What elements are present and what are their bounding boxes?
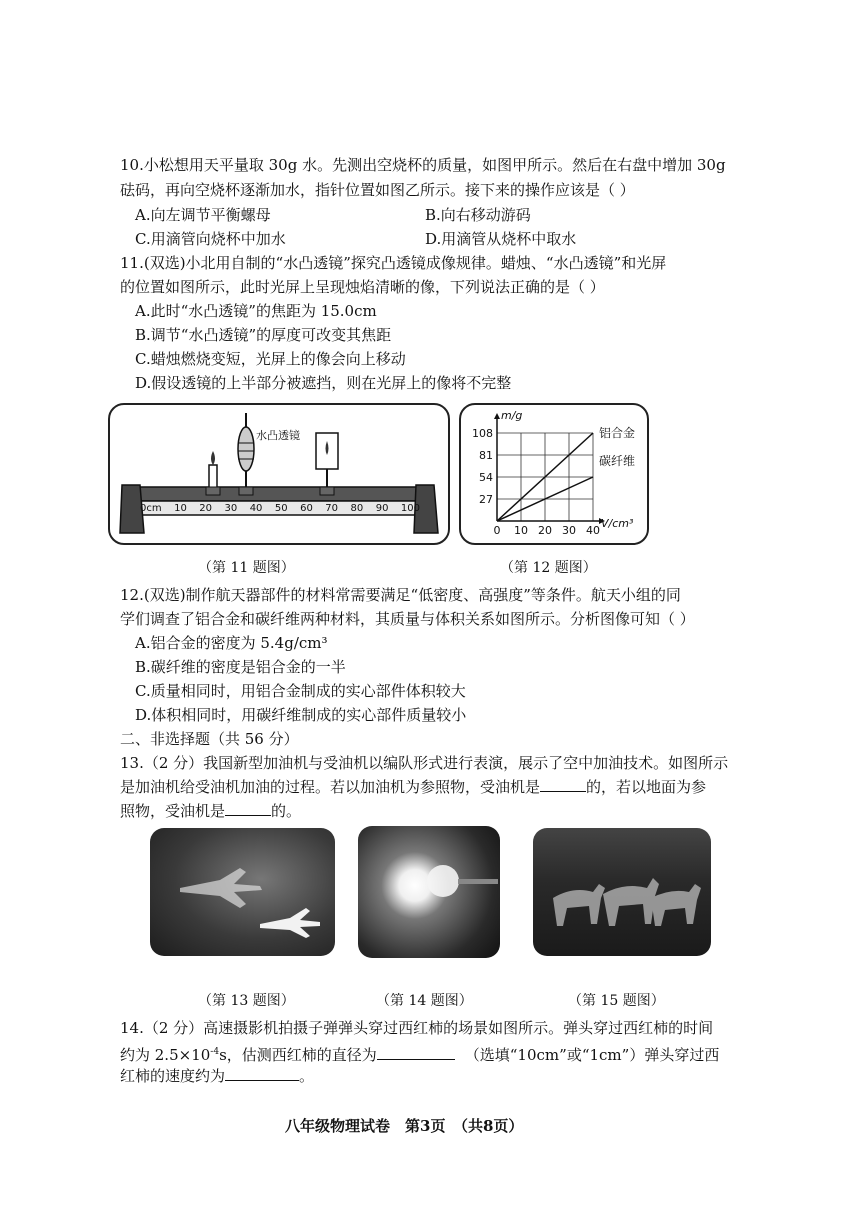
tick-90: 90 xyxy=(375,503,389,514)
caption-fig-14: （第 14 题图） xyxy=(376,993,473,1009)
q13-line3 xyxy=(120,801,301,821)
q13-text-2b: 的，若以地面为参 xyxy=(586,778,707,796)
page-footer: 八年级物理试卷 第3页 （共8页） xyxy=(285,1117,524,1135)
tick-30: 30 xyxy=(224,503,238,514)
caption-fig-13: （第 13 题图） xyxy=(198,993,295,1009)
q10-stem-line1: 10.小松想用天平量取 30g 水。先测出空烧杯的质量，如图甲所示。然后在右盘中增加 30g xyxy=(120,156,726,174)
q10-option-d: D.用滴管从烧杯中取水 xyxy=(425,230,577,248)
figure-11-optical-bench xyxy=(108,403,450,545)
q10-option-a: A.向左调节平衡螺母 xyxy=(135,206,271,224)
q14-line1: 14.（2 分）高速摄影机拍摄子弹弹头穿过西红柿的场景如图所示。弹头穿过西红柿的时间 xyxy=(120,1019,714,1037)
caption-fig-15: （第 15 题图） xyxy=(568,993,665,1009)
q12-option-c: C.质量相同时，用铝合金制成的实心部件体积较大 xyxy=(135,682,466,700)
q11-stem-line2: 的位置如图所示，此时光屏上呈现烛焰清晰的像，下列说法正确的是（ ） xyxy=(120,278,605,296)
q13-line1: 13.（2 分）我国新型加油机与受油机以编队形式进行表演，展示了空中加油技术。如图所示 xyxy=(120,754,729,772)
q11-stem-line1: 11.(双选)小北用自制的“水凸透镜”探究凸透镜成像规律。蜡烛、“水凸透镜”和光屏 xyxy=(120,254,667,272)
tick-40: 40 xyxy=(249,503,263,514)
q11-option-d: D.假设透镜的上半部分被遮挡，则在光屏上的像将不完整 xyxy=(135,374,512,392)
section-heading: 二、非选择题（共 56 分） xyxy=(120,730,299,748)
q14-text-2c: （选填“10cm”或“1cm”）弹头穿过西 xyxy=(464,1046,720,1064)
x-tick-label: 20 xyxy=(538,524,552,537)
q12-stem-line1: 12.(双选)制作航天器部件的材料常需要满足“低密度、高强度”等条件。航天小组的同 xyxy=(120,586,681,604)
tick-80: 80 xyxy=(350,503,364,514)
y-tick-label: 108 xyxy=(472,427,493,440)
figure-12-mass-volume-graph xyxy=(459,403,649,545)
tick-20: 20 xyxy=(199,503,213,514)
q13-text-3a: 照物，受油机是 xyxy=(120,802,226,820)
q14-text-2a: 约为 2.5×10 xyxy=(120,1046,211,1064)
q12-option-d: D.体积相同时，用碳纤维制成的实心部件质量较小 xyxy=(135,706,467,724)
x-tick-label: 10 xyxy=(514,524,528,537)
figure-14-tomato-photo xyxy=(358,826,500,958)
running-horses-icon xyxy=(533,828,711,956)
q10-option-b: B.向右移动游码 xyxy=(425,206,531,224)
x-tick-label: 30 xyxy=(562,524,576,537)
q11-option-a: A.此时“水凸透镜”的焦距为 15.0cm xyxy=(135,302,377,320)
mass-volume-chart xyxy=(461,405,647,543)
q14-line3 xyxy=(120,1066,314,1086)
q13-blank-2[interactable] xyxy=(225,801,271,816)
caption-fig-11: （第 11 题图） xyxy=(198,560,295,576)
q13-line2 xyxy=(120,777,706,797)
optical-bench-drawing xyxy=(110,405,448,543)
q14-text-3a: 红柿的速度约为 xyxy=(120,1067,226,1085)
q13-text-3b: 的。 xyxy=(271,802,302,820)
q14-blank-2[interactable] xyxy=(225,1066,299,1081)
bench-scale xyxy=(140,503,420,515)
y-tick-label: 81 xyxy=(479,449,493,462)
tick-100: 100 xyxy=(400,503,420,514)
x-tick-label: 40 xyxy=(586,524,600,537)
y-tick-label: 27 xyxy=(479,493,493,506)
y-axis-arrow xyxy=(494,413,500,419)
series-label-1: 铝合金 xyxy=(599,426,636,440)
q14-exponent: -4 xyxy=(210,1047,220,1057)
q13-blank-1[interactable] xyxy=(540,777,586,792)
q14-line2 xyxy=(120,1042,719,1065)
tick-60: 60 xyxy=(300,503,313,514)
bullet-tomato-icon xyxy=(358,826,500,958)
water-lens-label: 水凸透镜 xyxy=(256,429,300,442)
q11-option-b: B.调节“水凸透镜”的厚度可改变其焦距 xyxy=(135,326,392,344)
tick-70: 70 xyxy=(325,503,339,514)
series-label-2: 碳纤维 xyxy=(599,454,636,468)
tick-50: 50 xyxy=(274,503,288,514)
q12-option-a: A.铝合金的密度为 5.4g/cm³ xyxy=(135,634,328,652)
q12-option-b: B.碳纤维的密度是铝合金的一半 xyxy=(135,658,346,676)
aircraft-icon xyxy=(150,828,335,956)
q14-text-3b: 。 xyxy=(299,1067,315,1085)
y-tick-label: 54 xyxy=(479,471,493,484)
figure-13-refueling-photo xyxy=(150,828,335,956)
figure-15-horses-photo xyxy=(533,828,711,956)
q13-text-2a: 是加油机给受油机加油的过程。若以加油机为参照物，受油机是 xyxy=(120,778,541,796)
caption-fig-12: （第 12 题图） xyxy=(500,560,597,576)
q10-stem-line2: 砝码，再向空烧杯逐渐加水，指针位置如图乙所示。接下来的操作应该是（ ） xyxy=(120,181,635,199)
y-axis-label: m/g xyxy=(501,409,523,422)
tick-10: 10 xyxy=(174,503,187,514)
q10-option-c: C.用滴管向烧杯中加水 xyxy=(135,230,286,248)
q14-text-2b: s，估测西红柿的直径为 xyxy=(219,1046,377,1064)
x-tick-label: 0 xyxy=(493,524,501,537)
q11-option-c: C.蜡烛燃烧变短，光屏上的像会向上移动 xyxy=(135,350,406,368)
q12-stem-line2: 学们调查了铝合金和碳纤维两种材料，其质量与体积关系如图所示。分析图像可知（ ） xyxy=(120,610,695,628)
x-axis-label: V/cm³ xyxy=(601,517,634,530)
q14-blank-1[interactable] xyxy=(377,1045,455,1060)
tick-0: 0cm xyxy=(140,503,162,514)
